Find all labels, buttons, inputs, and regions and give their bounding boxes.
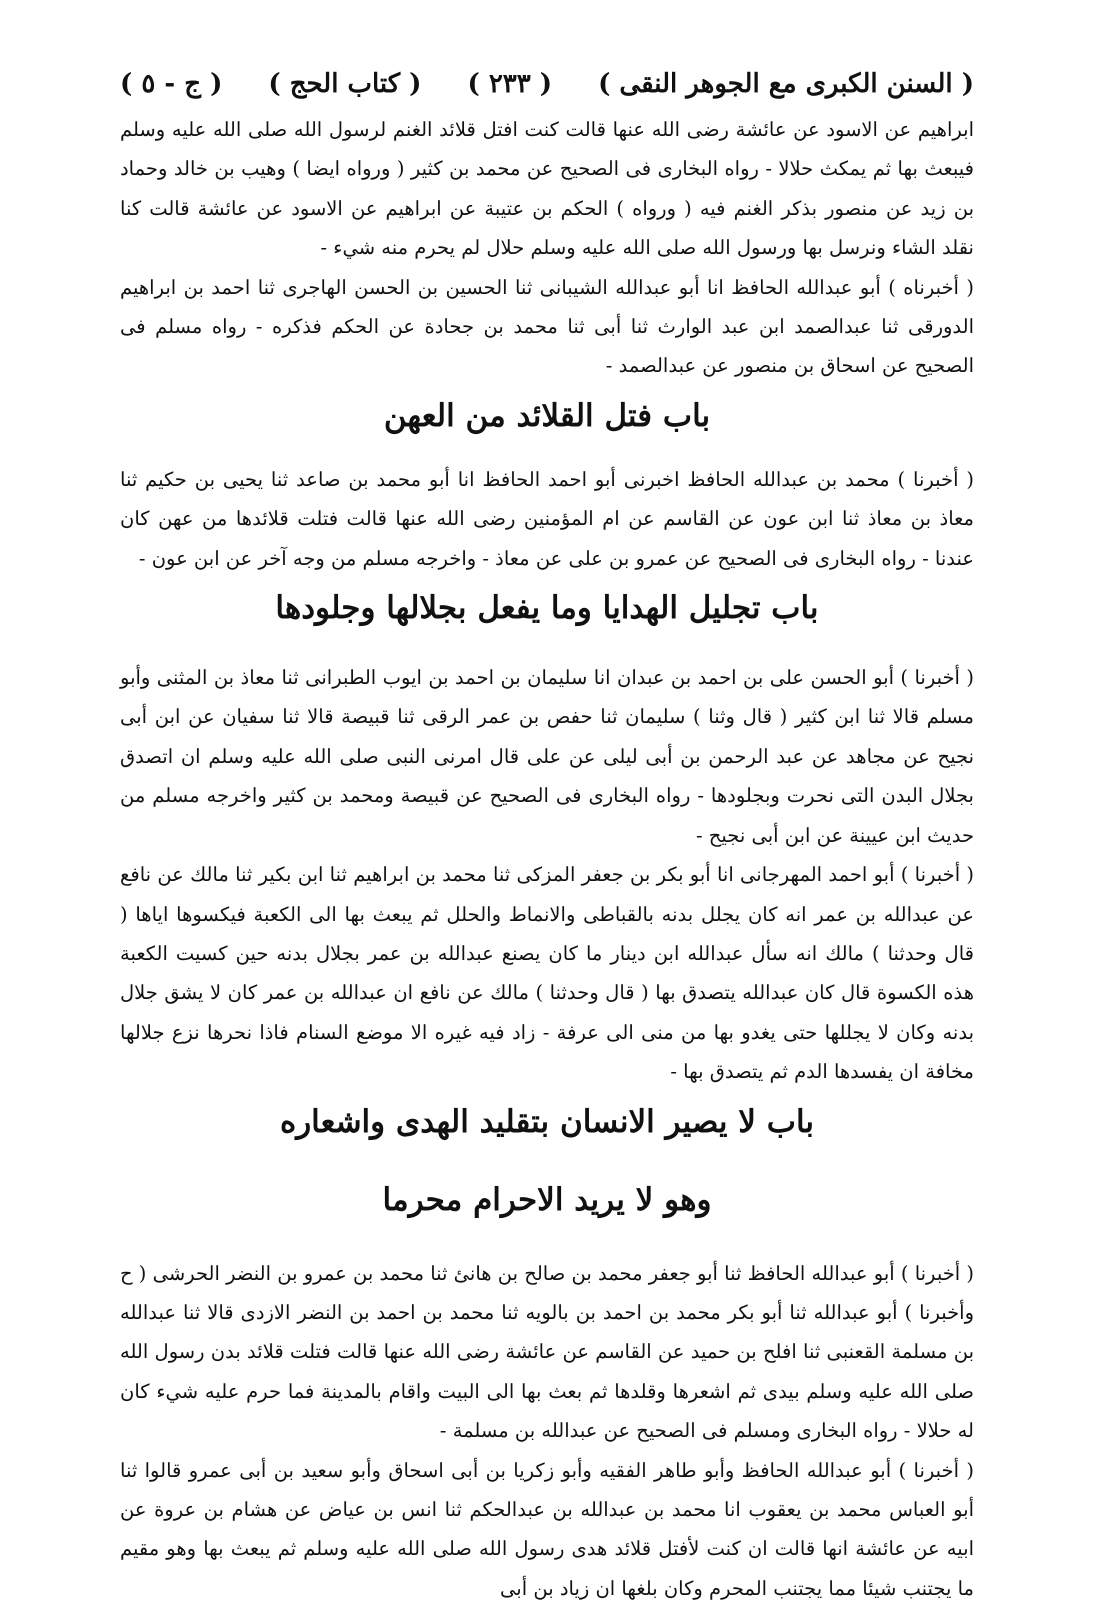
paragraph: ( أخبرنا ) أبو احمد المهرجانى انا أبو بكر بن جعفر المزكى ثنا محمد بن ابراهيم ثنا ابن بكير ثنا مالك عن نافع عن عبدالله بن عمر انه كان يجلل بدنه بالقباطى والانماط والحلل ثم يبعث بها الى الكعبة فيكسوها اياها ( قال وحدثنا ) مالك انه سأل عبدالله ابن دينار ما كان يصنع عبدالله بن عمر بجلال بدنه حين كسيت الكعبة هذه الكسوة قال كان عبدالله يتصدق بها ( قال وحدثنا ) مالك عن نافع ان عبدالله بن عمر كان لا يشق جلال بدنه وكان لا يجللها حتى يغدو بها من منى الى عرفة - زاد فيه غيره الا موضع السنام فاذا نحرها نزع جلالها مخافة ان يفسدها الدم ثم يتصدق بها -: [120, 863, 974, 1084]
chapter-heading: باب فتل القلائد من العهن: [383, 397, 711, 434]
paragraph: ( أخبرنا ) أبو عبدالله الحافظ ثنا أبو جعفر محمد بن صالح بن هانئ ثنا محمد بن عمرو بن النضر الحرشى ( ح وأخبرنا ) أبو عبدالله ثنا أبو بكر محمد بن احمد بن بالويه ثنا محمد بن احمد بن النضر الازدى قالا ثنا عبدالله بن مسلمة القعنبى ثنا افلح بن حميد عن القاسم عن عائشة رضى الله عنها قالت فتلت قلائد بدن رسول الله صلى الله عليه وسلم بيدى ثم اشعرها وقلدها ثم بعث بها الى البيت واقام بالمدينة فما حرم عليه شيء كان له حلالا - رواه البخارى ومسلم فى الصحيح عن عبدالله بن مسلمة -: [120, 1261, 974, 1443]
page-number: ( ٢٣٣ ): [467, 69, 553, 99]
running-header: [120, 62, 974, 106]
chapter-heading-continuation: وهو لا يريد الاحرام محرما: [382, 1181, 712, 1218]
chapter-heading: باب تجليل الهدايا وما يفعل بجلالها وجلودها: [275, 590, 819, 627]
paragraph: ( أخبرنا ) أبو عبدالله الحافظ وأبو طاهر الفقيه وأبو زكريا بن أبى اسحاق وأبو سعيد بن أبى عمرو قالوا ثنا أبو العباس محمد بن يعقوب انا محمد بن عبدالله بن عبدالحكم ثنا انس بن عياض عن هشام بن عروة عن ابيه عن عائشة انها قالت ان كنت لأفتل قلائد هدى رسول الله صلى الله عليه وسلم ثم يبعث بها وهو مقيم ما يجتنب شيئا مما يجتنب المحرم وكان بلغها ان زياد بن أبى: [120, 1458, 974, 1600]
paragraph: ( أخبرنا ) أبو الحسن على بن احمد بن عبدان انا سليمان بن احمد بن ايوب الطبرانى ثنا معاذ بن المثنى وأبو مسلم قالا ثنا ابن كثير ( قال وثنا ) سليمان ثنا حفص بن عمر الرقى ثنا قبيصة قالا ثنا سفيان عن ابن أبى نجيح عن مجاهد عن عبد الرحمن بن أبى ليلى عن على قال امرنى النبى صلى الله عليه وسلم ان اتصدق بجلال البدن التى نحرت وبجلودها - رواه البخارى فى الصحيح عن قبيصة ومحمد بن كثير واخرجه مسلم من حديث ابن عيينة عن ابن أبى نجيح -: [120, 666, 974, 847]
volume-number: ( ج - ٥ ): [120, 69, 223, 99]
book-title: ( السنن الكبرى مع الجوهر النقى ): [598, 69, 974, 99]
paragraph: ( أخبرنا ) محمد بن عبدالله الحافظ اخبرنى أبو احمد الحافظ انا أبو محمد بن صاعد ثنا يحيى بن حكيم ثنا معاذ بن معاذ ثنا ابن عون عن القاسم عن ام المؤمنين رضى الله عنها قالت فتلت قلائدها من عهن كان عندنا - رواه البخارى فى الصحيح عن عمرو بن على عن معاذ - واخرجه مسلم من وجه آخر عن ابن عون -: [120, 467, 974, 570]
paragraph: ( أخبرناه ) أبو عبدالله الحافظ انا أبو عبدالله الشيبانى ثنا الحسين بن الحسن الهاجرى ثنا احمد بن ابراهيم الدورقى ثنا عبدالصمد ابن عبد الوارث ثنا أبى ثنا محمد بن جحادة عن الحكم فذكره - رواه مسلم فى الصحيح عن اسحاق بن منصور عن عبدالصمد -: [120, 275, 974, 378]
chapter-heading: باب لا يصير الانسان بتقليد الهدى واشعاره: [279, 1103, 815, 1140]
chapter-name: ( كتاب الحج ): [268, 69, 422, 99]
paragraph: ابراهيم عن الاسود عن عائشة رضى الله عنها قالت كنت افتل قلائد الغنم لرسول الله صلى الله عليه وسلم فيبعث بها ثم يمكث حلالا - رواه البخارى فى الصحيح عن محمد بن كثير ( ورواه ايضا ) وهيب بن خالد وحماد بن زيد عن منصور بذكر الغنم فيه ( ورواه ) الحكم بن عتيبة عن ابراهيم عن الاسود عن عائشة قالت كنا نقلد الشاء ونرسل بها ورسول الله صلى الله عليه وسلم حلال لم يحرم منه شيء -: [120, 118, 974, 260]
